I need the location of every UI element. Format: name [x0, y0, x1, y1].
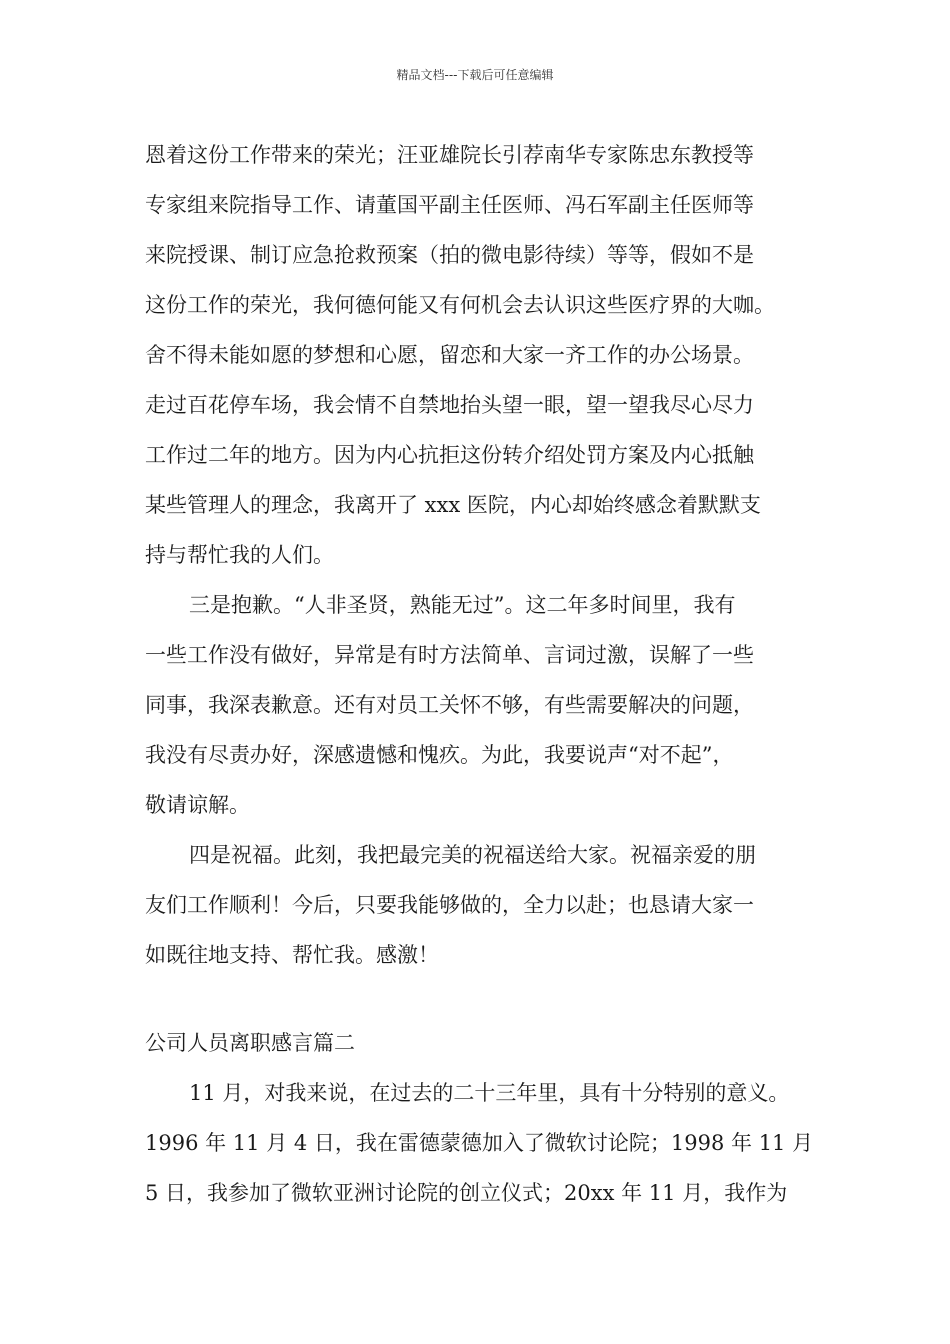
- text-line: 舍不得未能如愿的梦想和心愿，留恋和大家一齐工作的办公场景。: [145, 343, 754, 367]
- text-line: 如既往地支持、帮忙我。感激！: [145, 943, 439, 967]
- text-line: 三是抱歉。“人非圣贤，熟能无过”。这二年多时间里，我有: [189, 593, 736, 617]
- text-line: 友们工作顺利！今后，只要我能够做的，全力以赴；也恳请大家一: [145, 893, 754, 917]
- text-line: 同事，我深表歉意。还有对员工关怀不够，有些需要解决的问题，: [145, 693, 754, 717]
- section-title: 公司人员离职感言篇二: [145, 1031, 355, 1055]
- text-line: 某些管理人的理念，我离开了 xxx 医院，内心却始终感念着默默支: [145, 493, 761, 517]
- text-line: 一些工作没有做好，异常是有时方法简单、言词过激，误解了一些: [145, 643, 754, 667]
- text-line: 专家组来院指导工作、请董国平副主任医师、冯石军副主任医师等: [145, 193, 754, 217]
- text-line: 11 月，对我来说，在过去的二十三年里，具有十分特别的意义。: [189, 1081, 790, 1105]
- paragraph: [145, 580, 825, 830]
- text-line: 走过百花停车场，我会情不自禁地抬头望一眼，望一望我尽心尽力: [145, 393, 754, 417]
- paragraph: [145, 830, 825, 980]
- text-line: 敬请谅解。: [145, 793, 250, 817]
- text-line: 这份工作的荣光，我何德何能又有何机会去认识这些医疗界的大咖。: [145, 293, 775, 317]
- text-line: 5 日，我参加了微软亚洲讨论院的创立仪式；20xx 年 11 月，我作为: [145, 1181, 788, 1205]
- document-body: [145, 130, 825, 1218]
- text-line: 恩着这份工作带来的荣光；汪亚雄院长引荐南华专家陈忠东教授等: [145, 143, 754, 167]
- section-gap: [145, 980, 825, 1018]
- text-line: 持与帮忙我的人们。: [145, 543, 334, 567]
- text-line: 1996 年 11 月 4 日，我在雷德蒙德加入了微软讨论院；1998 年 11 月: [145, 1131, 814, 1155]
- paragraph: [145, 1068, 825, 1218]
- paragraph: [145, 130, 825, 580]
- text-line: 我没有尽责办好，深感遗憾和愧疚。为此，我要说声“对不起”，: [145, 743, 734, 767]
- text-line: 来院授课、制订应急抢救预案（拍的微电影待续）等等，假如不是: [145, 243, 754, 267]
- text-line: 四是祝福。此刻，我把最完美的祝福送给大家。祝福亲爱的朋: [189, 843, 756, 867]
- text-line: 工作过二年的地方。因为内心抗拒这份转介绍处罚方案及内心抵触: [145, 443, 754, 467]
- page-header: 精品文档---下载后可任意编辑: [396, 68, 554, 82]
